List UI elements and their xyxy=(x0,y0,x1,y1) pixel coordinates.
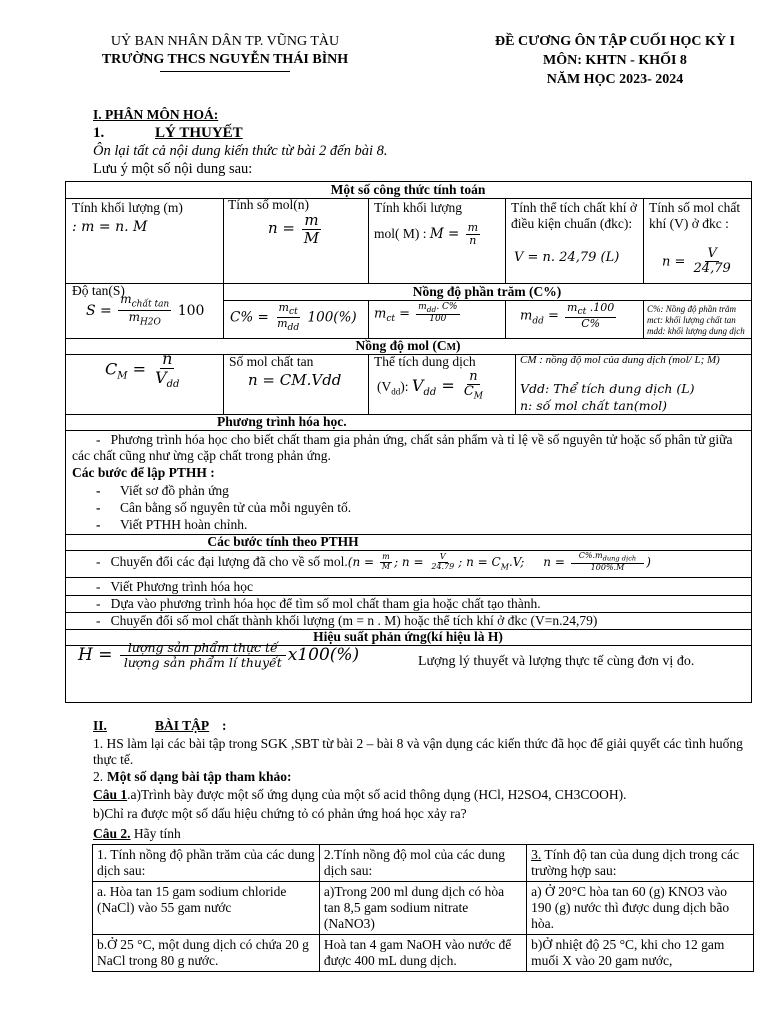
section2-p2-num: 2. xyxy=(93,769,104,784)
molar-mass-label1: Tính khối lượng xyxy=(374,200,462,215)
header-right-line2: MÔN: KHTN - KHỐI 8 xyxy=(543,53,687,68)
section2-title-num: II. xyxy=(93,718,107,733)
exercise-r2c1: b.Ở 25 °C, một dung dịch có chứa 20 g NaCl trong 80 g nước. xyxy=(93,935,320,972)
pthh-step-1: Viết sơ đồ phản ứng xyxy=(120,483,229,498)
section1-sub-title: LÝ THUYẾT xyxy=(155,125,243,141)
percent-conc-formula-tail: 100(%) xyxy=(307,309,357,326)
exercise-r1c3: a) Ở 20°C hòa tan 60 (g) KNO3 vào 190 (g) nước thì được dung dịch bão hòa. xyxy=(527,882,754,935)
calc-step-4-text: Chuyển đổi số mol chất thành khối lượng (m = n . M) hoặc thể tích khí ở đkc (V=n.24,79) xyxy=(110,613,598,628)
pthh-steps-title: Các bước để lập PTHH : xyxy=(72,465,215,480)
percent-conc-note1: C%: Nồng độ phần trăm xyxy=(647,304,737,314)
question1-label: Câu 1 xyxy=(93,787,128,802)
calc-step-3: - Dựa vào phương trình hóa học để tìm số mol chất tham gia hoặc chất tạo thành. xyxy=(96,596,541,611)
solution-mass-formula: $m_{dd}$ = $\frac{m_{ct} .100}{C\%}$ xyxy=(520,301,615,331)
molar-conc-formula: $C_M$ = $\frac{n}{V_{dd}}$ xyxy=(105,349,180,390)
formula-table-title: Một số công thức tính toán xyxy=(330,182,486,197)
mol-label: Tính số mol(n) xyxy=(228,197,309,212)
pthh-text-body: Phương trình hóa học cho biết chất tham gia phản ứng, chất sản phẩm và tỉ lệ về số nguyên tử hoặc số phân tử giữa các chất cũng như ừng cặp chất trong phản ứng. xyxy=(72,432,733,463)
section2-title: BÀI TẬP xyxy=(155,718,210,733)
exercise-r1c1: a. Hòa tan 15 gam sodium chloride (NaCl) vào 55 gam nước xyxy=(93,882,320,935)
section2-p2: Một số dạng bài tập tham khảo: xyxy=(107,769,292,784)
exercise-r2c2: Hoà tan 4 gam NaOH vào nước để được 400 mL dung dịch. xyxy=(319,935,526,972)
question2-text: Hãy tính xyxy=(130,826,181,841)
gas-mol-label: Tính số mol chất khí (V) ở đkc : xyxy=(649,200,741,231)
molar-conc-mol-formula: n = CM.Vdd xyxy=(248,371,342,389)
mass-label: Tính khối lượng (m) xyxy=(72,200,183,215)
question1-a: .a)Trình bày được một số ứng dụng của một số acid thông dụng (HCl, H2SO4, CH3COOH). xyxy=(127,787,627,802)
solubility-100: 100 xyxy=(177,302,205,319)
exercise-header-3-num: 3. xyxy=(531,847,542,862)
molar-conc-mol-label: Số mol chất tan xyxy=(229,354,314,369)
molar-conc-note2: Vdd: Thể tích dung dịch (L) xyxy=(520,381,695,396)
mol-formula: n = $\frac{m}{M}$ xyxy=(268,211,320,247)
header-right-line3: NĂM HỌC 2023- 2024 xyxy=(546,72,684,87)
calc-steps-title: Các bước tính theo PTHH xyxy=(207,534,359,549)
question2-label: Câu 2. xyxy=(93,826,131,841)
calc-step-3-text: Dựa vào phương trình hóa học để tìm số mol chất tham gia hoặc chất tạo thành. xyxy=(110,596,541,611)
pthh-text: - Phương trình hóa học cho biết chất tham gia phản ứng, chất sản phẩm và tỉ lệ về số nguyên tử hoặc số phân tử giữa các chất cũng như ừng cặp chất trong phản ứng. xyxy=(72,432,733,463)
exercise-r2c3: b)Ở nhiệt độ 25 °C, khi cho 12 gam muối X vào 20 gam nước, xyxy=(527,935,754,972)
percent-conc-formula: C% = $\frac{m_{ct}}{m_{dd}}$ 100(%) xyxy=(230,301,357,334)
calc-step-4: - Chuyển đổi số mol chất thành khối lượng (m = n . M) hoặc thể tích khí ở đkc (V=n.24,79) xyxy=(96,613,598,628)
yield-tail: x100(%) xyxy=(287,644,360,665)
calc-step-1: - Chuyển đổi các đại lượng đã cho về số mol.(n = $\frac{m}{M}$ ; n = $\frac{V}{24.79}$ ; $n = C_M.V$; n = $\frac{C\%.m_{dung dịch}}{100\%.M}$ ) xyxy=(96,551,651,572)
yield-denominator: lượng sản phẩm lí thuyết xyxy=(123,654,282,670)
section1-intro: Ôn lại tất cả nội dung kiến thức từ bài 2 đến bài 8. xyxy=(93,143,388,159)
calc-step-1-text: Chuyển đổi các đại lượng đã cho về số mol. xyxy=(110,553,348,569)
molar-conc-title: Nồng độ mol (CM) xyxy=(355,338,461,353)
molar-mass-label2: mol( M) : xyxy=(374,226,427,242)
molar-conc-note1: CM : nồng độ mol của dung dịch (mol/ L; M) xyxy=(520,354,720,366)
exercise-header-1: 1. Tính nồng độ phần trăm của các dung dịch sau: xyxy=(93,845,320,882)
exercise-header-3 xyxy=(527,845,754,882)
question1-b: b)Chỉ ra được một số dấu hiệu chứng tỏ có phản ứng hoá học xảy ra? xyxy=(93,806,467,821)
exercise-header-2: 2.Tính nồng độ mol của các dung dịch sau: xyxy=(319,845,526,882)
yield-title: Hiệu suất phản ứng(kí hiệu là H) xyxy=(313,629,503,644)
solubility-label: Độ tan(S) xyxy=(72,283,125,298)
pthh-step-2: Cân bằng số nguyên tử của mỗi nguyên tố. xyxy=(120,500,352,515)
section1-sub-num: 1. xyxy=(93,125,105,141)
section1-note: Lưu ý một số nội dung sau: xyxy=(93,161,253,177)
molar-mass-formula: M = $\frac{m}{n}$ xyxy=(429,221,479,248)
mass-formula: : m = n. M xyxy=(72,219,148,235)
calc-step-2-text: Viết Phương trình hóa học xyxy=(110,579,254,594)
yield-numerator: lượng sản phẩm thực tế xyxy=(120,641,286,656)
gas-mol-denominator: 24,79 xyxy=(693,261,731,277)
percent-conc-note3: mdd: khối lượng dung dịch xyxy=(647,326,745,336)
header-left-line1: UỶ BAN NHÂN DÂN TP. VŨNG TÀU xyxy=(110,34,340,49)
section2-p1: 1. HS làm lại các bài tập trong SGK ,SBT từ bài 2 – bài 8 và vận dụng các kiến thức đã học để giải quyết các tình huống thực tế. xyxy=(93,736,743,767)
header-left-line2: TRƯỜNG THCS NGUYỄN THÁI BÌNH xyxy=(101,52,349,67)
solubility-numerator-sub: chất tan xyxy=(131,299,170,310)
header-right-line1: ĐỀ CƯƠNG ÔN TẬP CUỐI HỌC KỲ I xyxy=(495,34,735,49)
gas-volume-label: Tính thể tích chất khí ở điều kiện chuẩn (đkc): xyxy=(511,200,637,231)
calc-step-2: - Viết Phương trình hóa học xyxy=(96,579,254,594)
section1-title: I. PHÂN MÔN HOÁ: xyxy=(93,107,219,122)
solute-mass-formula: $m_{ct}$ = $\frac{m_{dd}. C\%}{100}$ xyxy=(374,302,458,325)
percent-conc-note2: mct: khối lượng chất tan xyxy=(647,315,736,325)
molar-conc-volume-label: Thể tích dung dịch xyxy=(374,354,476,369)
molar-conc-volume-formula: $(V_{dd})$: $V_{dd}$ = $\frac{n}{C_M}$ xyxy=(377,369,483,402)
pthh-step-3: Viết PTHH hoàn chỉnh. xyxy=(120,517,248,532)
header-left-underline xyxy=(160,71,290,72)
yield-note: Lượng lý thuyết và lượng thực tế cùng đơn vị đo. xyxy=(418,654,695,669)
exercise-table xyxy=(92,844,754,972)
solubility-denominator-sub: H2O xyxy=(139,317,161,328)
exercise-header-3-text: Tính độ tan của dung dịch trong các trường hợp sau: xyxy=(531,847,739,878)
pthh-title: Phương trình hóa học. xyxy=(217,414,347,429)
gas-mol-formula: n = $\frac{V}{24,79}$ xyxy=(662,246,731,277)
solubility-formula: S = $\frac{m_{chất tan}}{m_{H2O}}$ 100 xyxy=(86,292,205,328)
gas-volume-formula: V = n. 24,79 (L) xyxy=(514,250,620,265)
exercise-r1c2: a)Trong 200 ml dung dịch có hòa tan 8,5 gam sodium nitrate (NaNO3) xyxy=(319,882,526,935)
yield-formula: H = $\frac{\text{lượng sản phẩm thực tế}}{\text{lượng sản phẩm lí thuyết}}$ x100(%) xyxy=(78,640,360,670)
percent-conc-title: Nồng độ phần trăm (C%) xyxy=(412,284,562,299)
molar-conc-note3: n: số mol chất tan(mol) xyxy=(520,398,667,413)
